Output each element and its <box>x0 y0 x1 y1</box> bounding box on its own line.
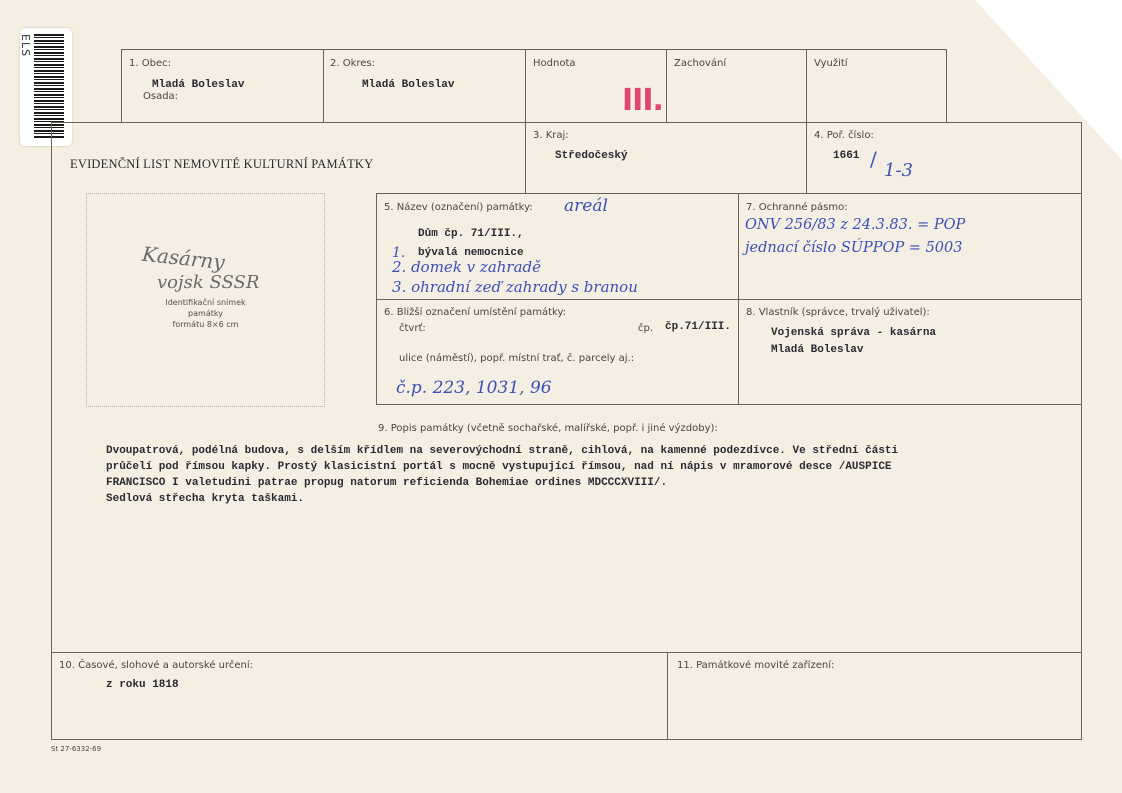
photo-hand-line2: vojsk SSSR <box>157 272 260 293</box>
popis-line: FRANCISCO I valetudini patrae propug natorum reficienda Bohemiae ordines MDCCCXVIII/. <box>106 477 668 489</box>
form-title: EVIDENČNÍ LIST NEMOVITÉ KULTURNÍ PAMÁTKY <box>70 157 374 171</box>
rule <box>525 49 526 122</box>
por-cislo-value: 1661 <box>833 150 860 162</box>
ctvrt-label: čtvrť: <box>399 323 426 334</box>
popis-line: průčelí pod římsou kapky. Prostý klasicistní portál s mocně vystupující římsou, nad ní nápis v mramorové desce /AUSPICE <box>106 461 892 473</box>
barcode-sticker <box>20 28 72 146</box>
rule <box>51 652 1082 653</box>
parcely-hand: č.p. 223, 1031, 96 <box>396 378 552 398</box>
rule <box>946 49 947 122</box>
por-cislo-label: 4. Poř. číslo: <box>814 130 874 141</box>
photo-hand-line1: Kasárny <box>140 241 226 275</box>
obec-label: 1. Obec: <box>129 58 171 69</box>
rule <box>121 49 947 50</box>
hodnota-value: III. <box>622 83 663 118</box>
rule <box>667 652 668 740</box>
okres-label: 2. Okres: <box>330 58 376 69</box>
rule <box>666 49 667 122</box>
hodnota-label: Hodnota <box>533 58 576 69</box>
ochranne-line2: jednací číslo SÚPPOP = 5003 <box>745 240 963 256</box>
obec-value: Mladá Boleslav <box>152 79 245 91</box>
cp-label: čp. <box>638 323 654 334</box>
footer-code: St 27-6332-69 <box>51 745 102 753</box>
rule <box>525 122 526 193</box>
rule <box>376 404 1082 405</box>
nazev-item1-num: 1. <box>392 245 406 261</box>
casove-value: z roku 1818 <box>106 679 179 691</box>
umisteni-label: 6. Bližší označení umístění památky: <box>384 307 567 318</box>
casove-label: 10. Časové, slohové a autorské určení: <box>59 660 254 671</box>
vlastnik-line1: Vojenská správa - kasárna <box>771 327 937 339</box>
vlastnik-label: 8. Vlastník (správce, trvalý uživatel): <box>746 307 930 318</box>
nazev-line2: bývalá nemocnice <box>418 247 524 259</box>
rule <box>806 49 807 122</box>
cp-value: čp.71/III. <box>665 321 732 333</box>
nazev-label: 5. Název (označení) památky: <box>384 202 533 213</box>
movite-label: 11. Památkové movité zařízení: <box>677 660 835 671</box>
kraj-value: Středočeský <box>555 150 628 162</box>
popis-line: Dvoupatrová, podélná budova, s delším křídlem na severovýchodní straně, cihlová, na kamenné podezdívce. Ve střední části <box>106 445 899 457</box>
rule <box>51 122 1082 123</box>
nazev-line1: Dům čp. 71/III., <box>418 228 524 240</box>
rule <box>51 739 1082 740</box>
rule <box>1081 122 1082 740</box>
ochranne-line1: ONV 256/83 z 24.3.83. = POP <box>745 217 966 233</box>
por-cislo-slash: / <box>870 147 877 171</box>
rule <box>376 299 1082 300</box>
photo-caption: Identifikační snímek památky formátu 8×6 cm <box>165 298 246 329</box>
vlastnik-line2: Mladá Boleslav <box>771 344 864 356</box>
popis-text <box>106 443 1066 507</box>
okres-value: Mladá Boleslav <box>362 79 455 91</box>
popis-label: 9. Popis památky (včetně sochařské, malířské, popř. i jiné výzdoby): <box>378 423 718 434</box>
rule <box>121 49 122 122</box>
photo-placeholder <box>86 193 325 407</box>
ulice-label: ulice (náměstí), popř. místní trať, č. parcely aj.: <box>399 353 635 364</box>
vyuziti-label: Využití <box>814 58 848 69</box>
zachovani-label: Zachování <box>674 58 727 69</box>
kraj-label: 3. Kraj: <box>533 130 569 141</box>
por-cislo-hand: 1-3 <box>884 160 913 181</box>
rule <box>51 122 52 740</box>
ochranne-label: 7. Ochranné pásmo: <box>746 202 848 213</box>
barcode-text: ELS <box>19 34 32 58</box>
rule <box>323 49 324 122</box>
osada-label: Osada: <box>143 91 179 102</box>
nazev-item3: 3. ohradní zeď zahrady s branou <box>392 278 638 296</box>
corner-cut <box>975 0 1122 160</box>
rule <box>806 122 807 193</box>
nazev-hand-top: areál <box>564 196 608 216</box>
popis-line: Sedlová střecha kryta taškami. <box>106 493 305 505</box>
rule <box>376 193 1082 194</box>
nazev-item2: 2. domek v zahradě <box>392 258 542 276</box>
